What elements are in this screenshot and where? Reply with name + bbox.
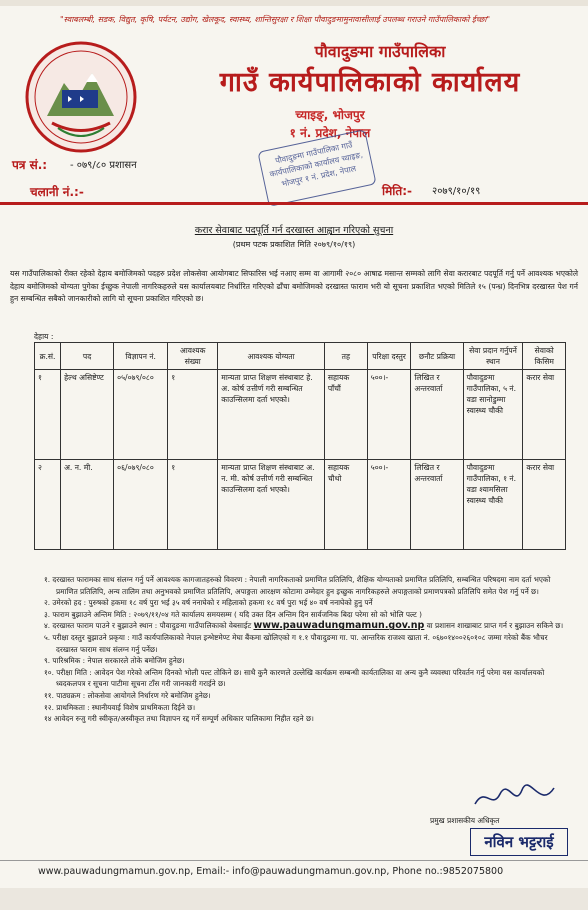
table-cell: सहायक पाँचौं xyxy=(324,370,367,460)
table-cell: १ xyxy=(35,370,61,460)
table-header-row xyxy=(35,343,566,370)
table-cell: मान्यता प्राप्त शिक्षण संस्थाबाट अ. न. मी. कोर्ष उत्तीर्ण गरी सम्बन्धित काउन्सिलमा दर्ता भएको। xyxy=(218,460,325,550)
table-cell: करार सेवा xyxy=(523,370,566,460)
col-header: पद xyxy=(61,343,114,370)
condition-item: ३. फाराम बुझाउने अन्तिम मिति : २०७९/११/०४ गते कार्यालय समयसम्म ( यदि उक्त दिन अन्तिम दिन सार्वजनिक बिदा परेमा सो को भोलि पल्ट ) xyxy=(44,609,423,619)
office-province: १ नं. प्रदेश, नेपाल xyxy=(289,126,371,140)
table-cell: मान्यता प्राप्त शिक्षण संस्थाबाट हे. अ. कोर्ष उत्तीर्ण गरी सम्बन्धित काउन्सिलमा दर्ता भएको। xyxy=(218,370,325,460)
table-cell: १ xyxy=(168,370,218,460)
nepal-emblem-icon xyxy=(22,38,140,156)
table-cell: करार सेवा xyxy=(523,460,566,550)
notice-subtitle: (प्रथम पटक प्रकाशित मिति २०७९/१०/१९) xyxy=(232,240,356,249)
vacancy-table xyxy=(34,342,566,550)
table-cell: पौवादुङमा गाउँपालिका, १ नं. वडा श्यामसिला स्वास्थ्य चौकी xyxy=(463,460,523,550)
footer-divider xyxy=(0,860,588,861)
col-header: परिक्षा दस्तुर xyxy=(367,343,411,370)
signature-icon xyxy=(470,780,560,814)
office-name: गाउँ कार्यपालिकाको कार्यालय xyxy=(219,67,521,98)
table-cell: ५००।- xyxy=(367,370,411,460)
date-label: मिति:- xyxy=(382,184,413,198)
table-cell: अ. न. मी. xyxy=(61,460,114,550)
table-cell: ०६/०७९/०८० xyxy=(114,460,168,550)
top-border xyxy=(0,0,588,6)
officer-name-stamp: नविन भट्टराई xyxy=(470,828,568,856)
col-header: आवश्यक योग्यता xyxy=(218,343,325,370)
footer-contact: www.pauwadungmamun.gov.np, Email:- info@pauwadungmamun.gov.np, Phone no.:9852075800 xyxy=(38,866,504,877)
table-cell: सहायक चौथो xyxy=(324,460,367,550)
table-cell: पौवादुङमा गाउँपालिका, ५ नं. वडा सानोडुम्मा स्वास्थ्य चौकी xyxy=(463,370,523,460)
chalani-label: चलानी नं.:- xyxy=(30,185,84,199)
condition-item: १०. परीक्षा मिति : आवेदन पेश गरेको अन्तिम दिनको भोली पल्ट तोकिने छ। साथै कुनै कारणले उल्लेखि कार्यक्रम सम्बन्धी कार्यतालिका वा अन्य कुनै व्यवस्था परिवर्तन गर्नु परेमा यस कार्यालयको ध्वदकलपत्र र सूचना पाटीमा सूचना टाँस गरी जानकारी गराईने छ। xyxy=(44,667,545,689)
website-link[interactable]: www.pauwadungmamun.gov.np xyxy=(253,620,425,632)
table-cell: ०५/०७९/०८० xyxy=(114,370,168,460)
table-cell: लिखित र अन्तरवार्ता xyxy=(411,370,463,460)
col-header: विज्ञापन नं. xyxy=(114,343,168,370)
condition-item: १४ आवेदन रुजु गरी स्वीकृत/अस्वीकृत तथा विज्ञापन रद्द गर्ने सम्पूर्ण अधिकार पालिकामा निहीत रहने छ। xyxy=(44,714,314,724)
table-cell: १ xyxy=(168,460,218,550)
header-divider xyxy=(0,202,588,205)
patra-value: - ०७९/८० प्रशासन xyxy=(70,160,137,171)
dehay-label: देहाय : xyxy=(34,332,54,341)
col-header: छनौट प्रक्रिया xyxy=(411,343,463,370)
condition-item xyxy=(44,620,566,632)
col-header: सेवा प्रदान गर्नुपर्ने स्थान xyxy=(463,343,523,370)
condition-text: वा प्रशासन शाखाबाट प्राप्त गर्न र बुझाउन सकिने छ। xyxy=(426,621,564,631)
motto-text: "स्वाबलम्बी, सडक, विद्युत, कृषि, पर्यटन, उद्योग, खेलकूद, स्वास्थ्य, शान्तिसुरक्षा र शिक्षा पौवादुङमामुनावासीलाई उपलब्ध गराउने गाउँपालिकाको ईच्छा" xyxy=(60,15,491,24)
col-header: आवश्यक संख्या xyxy=(168,343,218,370)
patra-label: पत्र सं.: xyxy=(12,158,48,172)
condition-item: ११. पाठ्यक्रम : लोकसेवा आयोगले निर्धारण गरे बमोजिम हुनेछ। xyxy=(44,690,211,700)
office-stamp: पौवादुङमा गाउँपालिका गाउँ कार्यपालिकाको कार्यालय च्याइङ, भोजपुर १ नं. प्रदेश, नेपाल xyxy=(257,129,376,207)
office-place: च्याइङ्, भोजपुर xyxy=(295,108,365,122)
col-header: सेवाको किसिम xyxy=(523,343,566,370)
condition-item: १. दरखास्त फारामका साथ संलग्न गर्नु पर्ने आवश्यक कागजातहरुको विवरण : नेपाली नागरिकताको प्रमाणित प्रतिलिपि, शैक्षिक योग्यताको प्रमाणित प्रतिलिपि, सम्बन्धित परिषदमा नाम दर्ता भएको प्रमाणित प्रतिलिपि, अन्य तालिम तथा अनुभवको प्रमाणित प्रतिलिपि, अपाङ्गता आरक्षण कोटामा उम्मेदार हुन इच्छुक नागरिकहरुले अपाङ्गताको प्रमाणपत्रको प्रतिलिपि समेत पेश गर्नु पर्ने छ। xyxy=(44,575,551,596)
col-header: तह xyxy=(324,343,367,370)
table-cell: २ xyxy=(35,460,61,550)
table-cell: लिखित र अन्तरवार्ता xyxy=(411,460,463,550)
condition-item: ९. पारिश्रमिक : नेपाल सरकारले तोके बमोजिम हुनेछ। xyxy=(44,656,185,666)
condition-item: १२. प्राथमिकता : स्थानीयवाई विशेष प्राथमिकता दिईने छ। xyxy=(44,702,196,712)
notice-conditions xyxy=(44,574,566,725)
table-row xyxy=(35,460,566,550)
officer-title: प्रमुख प्रशासकीय अधिकृत xyxy=(430,816,500,825)
table-cell: ५००।- xyxy=(367,460,411,550)
table-cell: हेल्थ असिष्टेण्ट xyxy=(61,370,114,460)
notice-title: करार सेवाबाट पदपूर्ति गर्न दरखास्त आह्वान गरिएको सुचना xyxy=(194,225,394,236)
col-header: क्र.सं. xyxy=(35,343,61,370)
condition-text: ४. दरखास्त फाराम पाउने र बुझाउने स्थान : पौवादुङमा गाउँपालिकाको वेबसाईट xyxy=(44,621,252,631)
date-value: २०७९/१०/१९ xyxy=(432,186,481,197)
table-row xyxy=(35,370,566,460)
condition-item: ५. परीक्षा दस्तुर बुझाउने प्रकृया : गाउँ कार्यपालिकाको नेपाल इन्भेष्टमेण्ट मेघा बैंकमा खोलिएको ग १.१ पौवादुङमा गा. पा. आन्तरिक राजश्व खाता नं. ०६७०१४००२६०१०८ जम्मा गरेको बैंक भौचर दरखास्त फाराम साथ संलग्न गर्नु पर्नेछ। xyxy=(44,632,548,654)
bottom-border xyxy=(0,888,588,910)
notice-intro: यस गाउँपालिकाको रीक्त रहेको देहाय बमोजिमको पदहरु प्रदेश लोकसेवा आयोगबाट सिफारिस भई नआए सम्म वा आगामी २०८० आषाढ मसान्त सम्मको लागि सेवा करारबाट पदपूर्ति गर्नु पर्ने आवश्यक भएकोले देहाय बमोजिमको योग्यता पुगेका ईच्छुक नेपाली नागरिकहरुले यस कार्यालयबाट निर्धारित गरिएको ढाँचा बमोजिमको दरखास्त फाराम भरी यो सूचना प्रकाशित भएको मितिले १५ (पन्ध्र) दिनभित्र दरखास्त पेश गर्न हुन सम्बन्धित सबैको जानकारीको लागि यो सूचना प्रकाशित गरिएको छ। xyxy=(10,269,578,303)
condition-item: २. उमेरको हद : पुरुषको हकमा १८ वर्ष पुरा भई ३५ वर्ष ननाघेको र महिलाको हकमा १८ वर्ष पुरा भई ४० वर्ष ननाघेको हुनु पर्ने xyxy=(44,598,373,608)
municipality-name: पौवादुङमा गाउँपालिका xyxy=(314,42,446,61)
